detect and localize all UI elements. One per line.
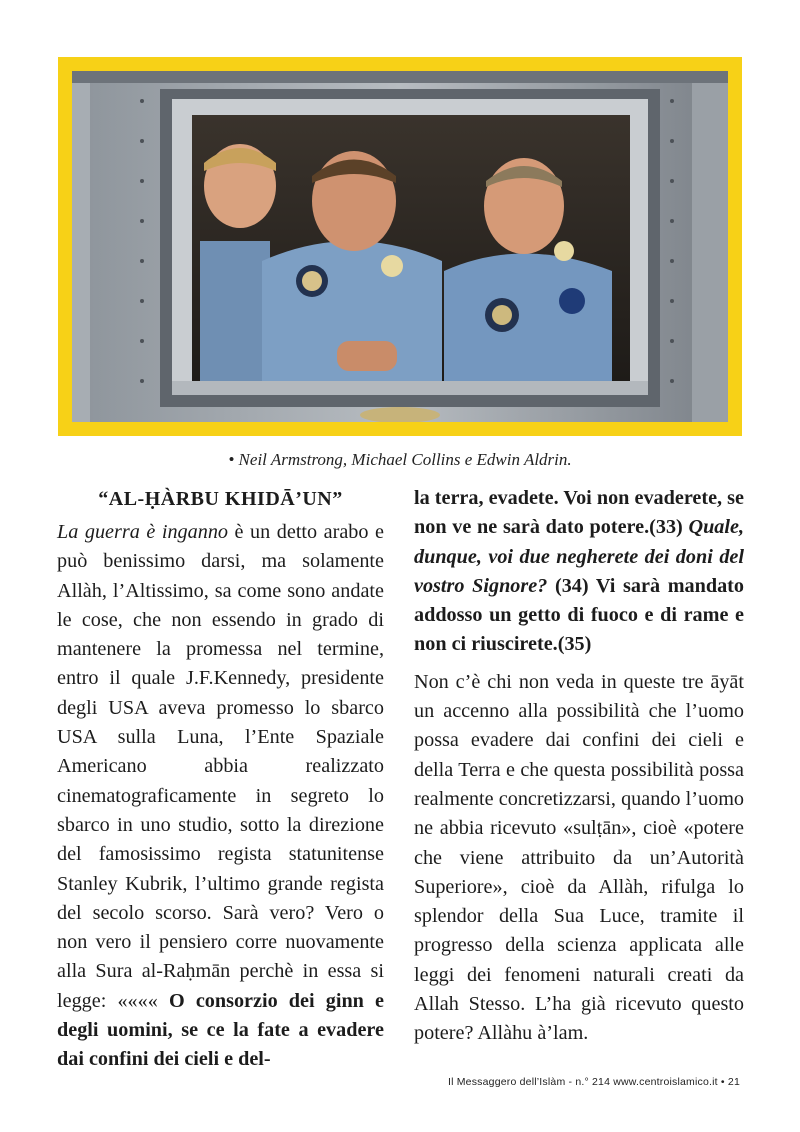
article-left-column bbox=[57, 484, 384, 1075]
photo-frame bbox=[58, 57, 742, 436]
right-paragraph: Non c’è chi non veda in queste tre āyāt un accenno alla possibilità che l’uomo possa evadere dai confini dei cieli e della Terra e che questa possibilità possa realmente concretizzarsi, quando l’uomo ne abbia ricevuto «sulṭān», cioè «potere che viene attribuito da un’Autorità Superiore», cioè da Allàh, rifulga lo splendor della Sua Luce, tramite il progresso della scienza applicata alle leggi dei fenomeni naturali creati da Allah Stesso. L’ha già ricevuto questo potere? Allàhu à’lam. bbox=[414, 670, 744, 1045]
astronauts-photo bbox=[72, 71, 728, 422]
photo-caption: • Neil Armstrong, Michael Collins e Edwin Aldrin. bbox=[228, 450, 572, 469]
body-text: è un detto arabo e può benissimo darsi, ma solamente Allàh, l’Altissimo, sa come sono andate le cose, che non essendo in grado di mantenere la promessa nel termine, entro il quale J.F.Kennedy, presidente degli USA aveva promesso lo sbarco USA sulla Luna, l’Ente Spaziale Americano abbia realizzato cinematograficamente in segreto lo sbarco in uno studio, sotto la direzione del famosissimo regista statunitense Stanley Kubrik, l’ultimo grande regista del secolo scorso. Sarà vero? Vero o non vero il pensiero corre nuovamente alla Sura al-Raḥmān perchè in essa si legge: «««« bbox=[57, 521, 384, 1012]
verse-italic: Quale, dunque, voi due negherete dei doni del vostro Signore? bbox=[414, 516, 744, 597]
left-paragraph bbox=[57, 518, 384, 1075]
quoted-verse-continuation bbox=[414, 484, 744, 660]
verse-bold-2: (34) Vi sarà mandato addosso un getto di fuoco e di rame e non ci riuscirete.(35) bbox=[414, 574, 744, 656]
quoted-verse-start: O consorzio dei ginn e degli uomini, se ce la fate a evadere dai confini dei cieli e del- bbox=[57, 989, 384, 1071]
page-footer: Il Messaggero dell’Islàm - n.° 214 www.centroislamico.it • 21 bbox=[447, 1076, 740, 1088]
article-right-column bbox=[414, 484, 744, 1049]
italic-phrase: La guerra è inganno bbox=[57, 521, 229, 543]
verse-bold-1: la terra, evadete. Voi non evaderete, se non ve ne sarà dato potere.(33) bbox=[414, 487, 744, 539]
article-heading: “AL-ḤÀRBU KHIDĀ’UN” bbox=[98, 488, 343, 510]
